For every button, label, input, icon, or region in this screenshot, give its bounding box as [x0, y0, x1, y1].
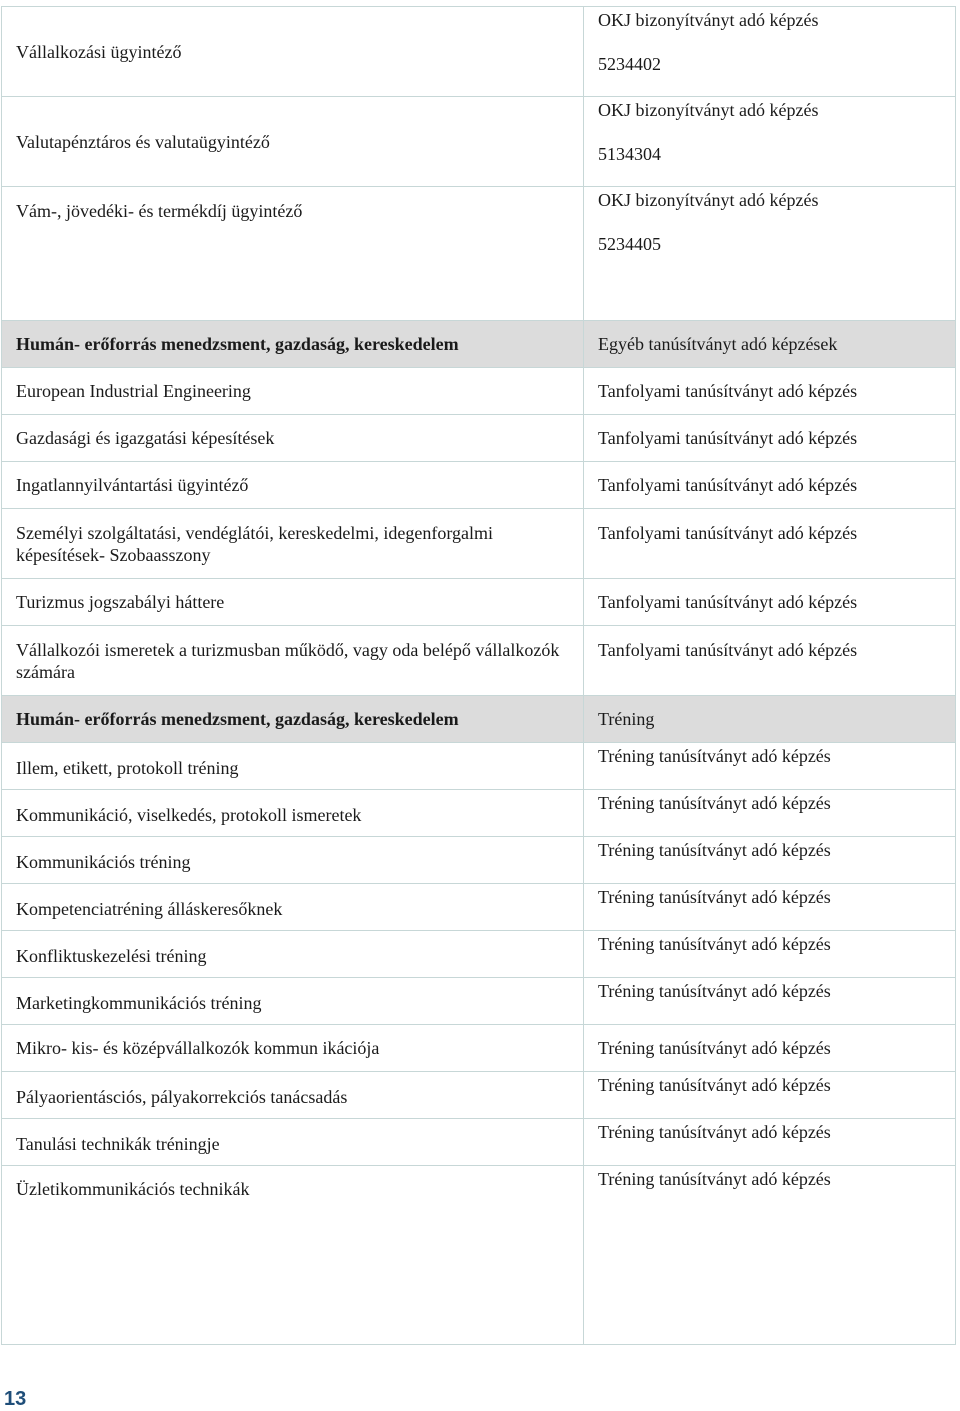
course-type: Tanfolyami tanúsítványt adó képzés	[584, 626, 956, 696]
table-row	[2, 790, 956, 837]
course-type: Tréning tanúsítványt adó képzés	[584, 1166, 956, 1345]
table-row	[2, 187, 956, 321]
course-name: Vállalkozási ügyintéző	[2, 7, 584, 97]
course-code: 5234405	[598, 234, 661, 254]
course-type-cell	[584, 187, 956, 321]
course-name: Vállalkozói ismeretek a turizmusban működő, vagy oda belépő vállalkozók számára	[2, 626, 584, 696]
course-name: Kommunikációs tréning	[2, 837, 584, 884]
course-name: Üzletikommunikációs technikák	[2, 1166, 584, 1345]
table-row	[2, 1119, 956, 1166]
course-name: Vám-, jövedéki- és termékdíj ügyintéző	[2, 187, 584, 321]
table-row	[2, 579, 956, 626]
course-name: Pályaorientásciós, pályakorrekciós tanácsadás	[2, 1072, 584, 1119]
course-name: Kompetenciatréning álláskeresőknek	[2, 884, 584, 931]
course-type: Tanfolyami tanúsítványt adó képzés	[584, 415, 956, 462]
course-type: Tréning tanúsítványt adó képzés	[584, 790, 956, 837]
course-name: Mikro- kis- és középvállalkozók kommun ikációja	[2, 1025, 584, 1072]
table-row	[2, 1025, 956, 1072]
course-name: Gazdasági és igazgatási képesítések	[2, 415, 584, 462]
course-type: Tanfolyami tanúsítványt adó képzés	[584, 509, 956, 579]
course-name: European Industrial Engineering	[2, 368, 584, 415]
section-header-right: Tréning	[584, 696, 956, 743]
section-header-row	[2, 696, 956, 743]
table-row	[2, 884, 956, 931]
course-type-cell	[584, 7, 956, 97]
course-type: Tréning tanúsítványt adó képzés	[584, 1072, 956, 1119]
course-type: Tréning tanúsítványt adó képzés	[584, 743, 956, 790]
course-type: Tréning tanúsítványt adó képzés	[584, 837, 956, 884]
table-row	[2, 415, 956, 462]
course-type: OKJ bizonyítványt adó képzés	[598, 190, 819, 210]
table-row	[2, 837, 956, 884]
course-type: Tréning tanúsítványt adó képzés	[584, 1025, 956, 1072]
course-type-cell	[584, 97, 956, 187]
course-type: Tréning tanúsítványt adó képzés	[584, 931, 956, 978]
course-code: 5234402	[598, 54, 661, 74]
course-type: Tanfolyami tanúsítványt adó képzés	[584, 462, 956, 509]
course-name: Személyi szolgáltatási, vendéglátói, kereskedelmi, idegenforgalmi képesítések- Szobaasszony	[2, 509, 584, 579]
course-type: Tréning tanúsítványt adó képzés	[584, 978, 956, 1025]
section-header-row	[2, 321, 956, 368]
course-name: Ingatlannyilvántartási ügyintéző	[2, 462, 584, 509]
table-row	[2, 626, 956, 696]
course-name: Konfliktuskezelési tréning	[2, 931, 584, 978]
course-type: Tanfolyami tanúsítványt adó képzés	[584, 579, 956, 626]
course-name: Tanulási technikák tréningje	[2, 1119, 584, 1166]
section-header-left: Humán- erőforrás menedzsment, gazdaság, kereskedelem	[2, 321, 584, 368]
course-name: Marketingkommunikációs tréning	[2, 978, 584, 1025]
course-type: Tanfolyami tanúsítványt adó képzés	[584, 368, 956, 415]
course-name: Illem, etikett, protokoll tréning	[2, 743, 584, 790]
course-table	[1, 6, 956, 1345]
section-header-left: Humán- erőforrás menedzsment, gazdaság, kereskedelem	[2, 696, 584, 743]
course-name: Valutapénztáros és valutaügyintéző	[2, 97, 584, 187]
table-row	[2, 462, 956, 509]
table-row	[2, 7, 956, 97]
table-row	[2, 509, 956, 579]
page-number: 13	[4, 1388, 27, 1410]
course-type: OKJ bizonyítványt adó képzés	[598, 100, 819, 120]
table-row	[2, 368, 956, 415]
course-type: Tréning tanúsítványt adó képzés	[584, 884, 956, 931]
course-type: Tréning tanúsítványt adó képzés	[584, 1119, 956, 1166]
table-row	[2, 978, 956, 1025]
table-row	[2, 1072, 956, 1119]
table-row	[2, 1166, 956, 1345]
table-row	[2, 743, 956, 790]
course-name: Turizmus jogszabályi háttere	[2, 579, 584, 626]
course-name: Kommunikáció, viselkedés, protokoll ismeretek	[2, 790, 584, 837]
table-row	[2, 931, 956, 978]
section-header-right: Egyéb tanúsítványt adó képzések	[584, 321, 956, 368]
course-type: OKJ bizonyítványt adó képzés	[598, 10, 819, 30]
table-row	[2, 97, 956, 187]
course-code: 5134304	[598, 144, 661, 164]
